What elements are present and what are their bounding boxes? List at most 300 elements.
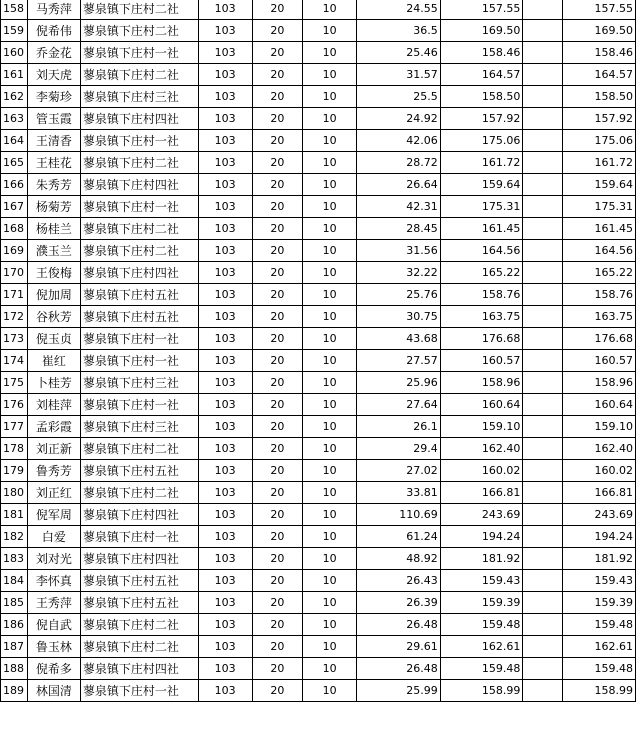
- table-row: [1, 196, 636, 218]
- name-cell: 杨菊芳: [27, 196, 80, 218]
- value-b-cell: 20: [252, 284, 303, 306]
- value-a-cell: 103: [198, 394, 252, 416]
- value-c-cell: 10: [303, 614, 357, 636]
- value-b-cell: 20: [252, 328, 303, 350]
- name-cell: 倪玉贞: [27, 328, 80, 350]
- value-a-cell: 103: [198, 306, 252, 328]
- value-a-cell: 103: [198, 42, 252, 64]
- value-a-cell: 103: [198, 438, 252, 460]
- value-c-cell: 10: [303, 658, 357, 680]
- value-c-cell: 10: [303, 482, 357, 504]
- blank-cell: [523, 328, 563, 350]
- value-b-cell: 20: [252, 350, 303, 372]
- value-d-cell: 31.57: [357, 64, 441, 86]
- value-d-cell: 28.45: [357, 218, 441, 240]
- total-cell: 158.50: [440, 86, 523, 108]
- name-cell: 倪希伟: [27, 20, 80, 42]
- final-total-cell: 165.22: [563, 262, 636, 284]
- value-d-cell: 26.64: [357, 174, 441, 196]
- address-cell: 蓼泉镇下庄村四社: [80, 174, 198, 196]
- value-a-cell: 103: [198, 548, 252, 570]
- table-row: [1, 306, 636, 328]
- final-total-cell: 161.45: [563, 218, 636, 240]
- value-d-cell: 26.1: [357, 416, 441, 438]
- address-cell: 蓼泉镇下庄村二社: [80, 0, 198, 20]
- table-row: [1, 460, 636, 482]
- value-d-cell: 25.46: [357, 42, 441, 64]
- blank-cell: [523, 680, 563, 702]
- table-row: [1, 416, 636, 438]
- value-d-cell: 24.55: [357, 0, 441, 20]
- table-row: [1, 64, 636, 86]
- value-c-cell: 10: [303, 108, 357, 130]
- name-cell: 刘正新: [27, 438, 80, 460]
- final-total-cell: 162.40: [563, 438, 636, 460]
- value-b-cell: 20: [252, 152, 303, 174]
- value-c-cell: 10: [303, 460, 357, 482]
- name-cell: 王桂花: [27, 152, 80, 174]
- table-row: [1, 328, 636, 350]
- total-cell: 243.69: [440, 504, 523, 526]
- table-row: [1, 0, 636, 20]
- total-cell: 160.02: [440, 460, 523, 482]
- blank-cell: [523, 306, 563, 328]
- value-a-cell: 103: [198, 328, 252, 350]
- final-total-cell: 158.50: [563, 86, 636, 108]
- blank-cell: [523, 64, 563, 86]
- table-row: [1, 174, 636, 196]
- table-row: [1, 42, 636, 64]
- value-d-cell: 27.64: [357, 394, 441, 416]
- value-a-cell: 103: [198, 174, 252, 196]
- value-c-cell: 10: [303, 20, 357, 42]
- blank-cell: [523, 152, 563, 174]
- total-cell: 162.61: [440, 636, 523, 658]
- value-c-cell: 10: [303, 636, 357, 658]
- value-a-cell: 103: [198, 64, 252, 86]
- blank-cell: [523, 108, 563, 130]
- final-total-cell: 161.72: [563, 152, 636, 174]
- value-a-cell: 103: [198, 218, 252, 240]
- value-c-cell: 10: [303, 306, 357, 328]
- value-c-cell: 10: [303, 350, 357, 372]
- name-cell: 崔红: [27, 350, 80, 372]
- final-total-cell: 158.96: [563, 372, 636, 394]
- value-b-cell: 20: [252, 174, 303, 196]
- value-a-cell: 103: [198, 526, 252, 548]
- value-c-cell: 10: [303, 240, 357, 262]
- name-cell: 李菊珍: [27, 86, 80, 108]
- blank-cell: [523, 592, 563, 614]
- name-cell: 鲁秀芳: [27, 460, 80, 482]
- row-number-cell: 184: [1, 570, 28, 592]
- value-c-cell: 10: [303, 174, 357, 196]
- address-cell: 蓼泉镇下庄村三社: [80, 416, 198, 438]
- final-total-cell: 157.55: [563, 0, 636, 20]
- value-d-cell: 48.92: [357, 548, 441, 570]
- value-b-cell: 20: [252, 262, 303, 284]
- table-row: [1, 20, 636, 42]
- total-cell: 158.46: [440, 42, 523, 64]
- total-cell: 161.72: [440, 152, 523, 174]
- blank-cell: [523, 372, 563, 394]
- row-number-cell: 181: [1, 504, 28, 526]
- final-total-cell: 162.61: [563, 636, 636, 658]
- name-cell: 朱秀芳: [27, 174, 80, 196]
- value-b-cell: 20: [252, 108, 303, 130]
- value-c-cell: 10: [303, 328, 357, 350]
- name-cell: 李怀真: [27, 570, 80, 592]
- row-number-cell: 163: [1, 108, 28, 130]
- address-cell: 蓼泉镇下庄村四社: [80, 504, 198, 526]
- value-b-cell: 20: [252, 614, 303, 636]
- address-cell: 蓼泉镇下庄村五社: [80, 570, 198, 592]
- table-row: [1, 658, 636, 680]
- name-cell: 管玉霞: [27, 108, 80, 130]
- total-cell: 165.22: [440, 262, 523, 284]
- value-c-cell: 10: [303, 42, 357, 64]
- name-cell: 乔金花: [27, 42, 80, 64]
- final-total-cell: 194.24: [563, 526, 636, 548]
- total-cell: 158.76: [440, 284, 523, 306]
- value-d-cell: 29.61: [357, 636, 441, 658]
- final-total-cell: 158.76: [563, 284, 636, 306]
- address-cell: 蓼泉镇下庄村二社: [80, 20, 198, 42]
- row-number-cell: 176: [1, 394, 28, 416]
- total-cell: 194.24: [440, 526, 523, 548]
- name-cell: 马秀萍: [27, 0, 80, 20]
- value-d-cell: 26.48: [357, 614, 441, 636]
- address-cell: 蓼泉镇下庄村三社: [80, 372, 198, 394]
- value-b-cell: 20: [252, 416, 303, 438]
- value-a-cell: 103: [198, 372, 252, 394]
- value-c-cell: 10: [303, 262, 357, 284]
- value-d-cell: 36.5: [357, 20, 441, 42]
- name-cell: 倪军周: [27, 504, 80, 526]
- final-total-cell: 159.48: [563, 614, 636, 636]
- blank-cell: [523, 174, 563, 196]
- final-total-cell: 160.02: [563, 460, 636, 482]
- address-cell: 蓼泉镇下庄村四社: [80, 108, 198, 130]
- total-cell: 169.50: [440, 20, 523, 42]
- final-total-cell: 181.92: [563, 548, 636, 570]
- value-c-cell: 10: [303, 438, 357, 460]
- table-row: [1, 108, 636, 130]
- address-cell: 蓼泉镇下庄村五社: [80, 306, 198, 328]
- table-row: [1, 548, 636, 570]
- name-cell: 刘对光: [27, 548, 80, 570]
- value-a-cell: 103: [198, 658, 252, 680]
- blank-cell: [523, 526, 563, 548]
- address-cell: 蓼泉镇下庄村一社: [80, 394, 198, 416]
- table-row: [1, 240, 636, 262]
- address-cell: 蓼泉镇下庄村一社: [80, 680, 198, 702]
- value-a-cell: 103: [198, 86, 252, 108]
- row-number-cell: 175: [1, 372, 28, 394]
- value-c-cell: 10: [303, 372, 357, 394]
- blank-cell: [523, 658, 563, 680]
- value-d-cell: 42.31: [357, 196, 441, 218]
- blank-cell: [523, 240, 563, 262]
- value-b-cell: 20: [252, 526, 303, 548]
- value-c-cell: 10: [303, 130, 357, 152]
- final-total-cell: 157.92: [563, 108, 636, 130]
- blank-cell: [523, 614, 563, 636]
- value-b-cell: 20: [252, 658, 303, 680]
- row-number-cell: 172: [1, 306, 28, 328]
- value-b-cell: 20: [252, 680, 303, 702]
- address-cell: 蓼泉镇下庄村五社: [80, 592, 198, 614]
- row-number-cell: 189: [1, 680, 28, 702]
- value-d-cell: 33.81: [357, 482, 441, 504]
- total-cell: 166.81: [440, 482, 523, 504]
- final-total-cell: 158.46: [563, 42, 636, 64]
- table-row: [1, 152, 636, 174]
- value-d-cell: 30.75: [357, 306, 441, 328]
- address-cell: 蓼泉镇下庄村一社: [80, 350, 198, 372]
- value-c-cell: 10: [303, 86, 357, 108]
- address-cell: 蓼泉镇下庄村一社: [80, 130, 198, 152]
- final-total-cell: 176.68: [563, 328, 636, 350]
- name-cell: 鲁玉林: [27, 636, 80, 658]
- value-d-cell: 31.56: [357, 240, 441, 262]
- table-row: [1, 592, 636, 614]
- address-cell: 蓼泉镇下庄村五社: [80, 284, 198, 306]
- blank-cell: [523, 636, 563, 658]
- blank-cell: [523, 460, 563, 482]
- value-a-cell: 103: [198, 262, 252, 284]
- value-b-cell: 20: [252, 42, 303, 64]
- total-cell: 160.64: [440, 394, 523, 416]
- blank-cell: [523, 0, 563, 20]
- final-total-cell: 175.06: [563, 130, 636, 152]
- value-d-cell: 25.76: [357, 284, 441, 306]
- row-number-cell: 160: [1, 42, 28, 64]
- value-a-cell: 103: [198, 0, 252, 20]
- table-row: [1, 504, 636, 526]
- row-number-cell: 167: [1, 196, 28, 218]
- total-cell: 159.39: [440, 592, 523, 614]
- row-number-cell: 182: [1, 526, 28, 548]
- blank-cell: [523, 570, 563, 592]
- row-number-cell: 173: [1, 328, 28, 350]
- value-a-cell: 103: [198, 570, 252, 592]
- value-b-cell: 20: [252, 372, 303, 394]
- blank-cell: [523, 394, 563, 416]
- table-row: [1, 570, 636, 592]
- address-cell: 蓼泉镇下庄村二社: [80, 240, 198, 262]
- value-b-cell: 20: [252, 20, 303, 42]
- final-total-cell: 164.56: [563, 240, 636, 262]
- blank-cell: [523, 218, 563, 240]
- value-c-cell: 10: [303, 570, 357, 592]
- row-number-cell: 171: [1, 284, 28, 306]
- total-cell: 159.64: [440, 174, 523, 196]
- blank-cell: [523, 196, 563, 218]
- address-cell: 蓼泉镇下庄村二社: [80, 614, 198, 636]
- table-body: [1, 0, 636, 702]
- total-cell: 175.31: [440, 196, 523, 218]
- row-number-cell: 178: [1, 438, 28, 460]
- value-d-cell: 25.5: [357, 86, 441, 108]
- row-number-cell: 177: [1, 416, 28, 438]
- address-cell: 蓼泉镇下庄村二社: [80, 636, 198, 658]
- name-cell: 倪希多: [27, 658, 80, 680]
- final-total-cell: 175.31: [563, 196, 636, 218]
- total-cell: 164.57: [440, 64, 523, 86]
- value-a-cell: 103: [198, 130, 252, 152]
- row-number-cell: 168: [1, 218, 28, 240]
- value-b-cell: 20: [252, 570, 303, 592]
- value-d-cell: 26.43: [357, 570, 441, 592]
- table-row: [1, 86, 636, 108]
- blank-cell: [523, 482, 563, 504]
- value-c-cell: 10: [303, 64, 357, 86]
- table-row: [1, 394, 636, 416]
- address-cell: 蓼泉镇下庄村一社: [80, 328, 198, 350]
- name-cell: 白爱: [27, 526, 80, 548]
- blank-cell: [523, 284, 563, 306]
- row-number-cell: 185: [1, 592, 28, 614]
- address-cell: 蓼泉镇下庄村四社: [80, 548, 198, 570]
- value-b-cell: 20: [252, 196, 303, 218]
- name-cell: 倪加周: [27, 284, 80, 306]
- name-cell: 谷秋芳: [27, 306, 80, 328]
- total-cell: 159.48: [440, 614, 523, 636]
- table-row: [1, 614, 636, 636]
- table-row: [1, 350, 636, 372]
- value-c-cell: 10: [303, 152, 357, 174]
- blank-cell: [523, 262, 563, 284]
- value-b-cell: 20: [252, 64, 303, 86]
- table-row: [1, 130, 636, 152]
- total-cell: 181.92: [440, 548, 523, 570]
- blank-cell: [523, 438, 563, 460]
- row-number-cell: 170: [1, 262, 28, 284]
- value-d-cell: 27.57: [357, 350, 441, 372]
- value-c-cell: 10: [303, 218, 357, 240]
- address-cell: 蓼泉镇下庄村二社: [80, 152, 198, 174]
- name-cell: 王俊梅: [27, 262, 80, 284]
- value-b-cell: 20: [252, 548, 303, 570]
- value-c-cell: 10: [303, 394, 357, 416]
- value-a-cell: 103: [198, 460, 252, 482]
- value-a-cell: 103: [198, 504, 252, 526]
- value-c-cell: 10: [303, 416, 357, 438]
- value-d-cell: 110.69: [357, 504, 441, 526]
- value-d-cell: 25.96: [357, 372, 441, 394]
- total-cell: 160.57: [440, 350, 523, 372]
- value-b-cell: 20: [252, 504, 303, 526]
- value-a-cell: 103: [198, 284, 252, 306]
- name-cell: 刘正红: [27, 482, 80, 504]
- value-b-cell: 20: [252, 394, 303, 416]
- value-c-cell: 10: [303, 284, 357, 306]
- total-cell: 176.68: [440, 328, 523, 350]
- value-c-cell: 10: [303, 592, 357, 614]
- value-d-cell: 24.92: [357, 108, 441, 130]
- table-row: [1, 636, 636, 658]
- address-cell: 蓼泉镇下庄村三社: [80, 86, 198, 108]
- blank-cell: [523, 20, 563, 42]
- value-b-cell: 20: [252, 438, 303, 460]
- blank-cell: [523, 548, 563, 570]
- final-total-cell: 160.64: [563, 394, 636, 416]
- total-cell: 157.92: [440, 108, 523, 130]
- value-a-cell: 103: [198, 108, 252, 130]
- address-cell: 蓼泉镇下庄村一社: [80, 42, 198, 64]
- final-total-cell: 159.10: [563, 416, 636, 438]
- final-total-cell: 159.48: [563, 658, 636, 680]
- value-b-cell: 20: [252, 0, 303, 20]
- value-d-cell: 32.22: [357, 262, 441, 284]
- table-row: [1, 438, 636, 460]
- table-row: [1, 262, 636, 284]
- address-cell: 蓼泉镇下庄村四社: [80, 262, 198, 284]
- final-total-cell: 159.43: [563, 570, 636, 592]
- name-cell: 刘天虎: [27, 64, 80, 86]
- value-c-cell: 10: [303, 548, 357, 570]
- address-cell: 蓼泉镇下庄村五社: [80, 460, 198, 482]
- table-row: [1, 218, 636, 240]
- value-d-cell: 61.24: [357, 526, 441, 548]
- name-cell: 王秀萍: [27, 592, 80, 614]
- value-a-cell: 103: [198, 350, 252, 372]
- final-total-cell: 243.69: [563, 504, 636, 526]
- total-cell: 159.43: [440, 570, 523, 592]
- value-a-cell: 103: [198, 636, 252, 658]
- total-cell: 159.48: [440, 658, 523, 680]
- final-total-cell: 159.64: [563, 174, 636, 196]
- address-cell: 蓼泉镇下庄村四社: [80, 658, 198, 680]
- value-d-cell: 27.02: [357, 460, 441, 482]
- table-row: [1, 680, 636, 702]
- value-d-cell: 26.48: [357, 658, 441, 680]
- value-d-cell: 26.39: [357, 592, 441, 614]
- value-a-cell: 103: [198, 152, 252, 174]
- value-c-cell: 10: [303, 0, 357, 20]
- name-cell: 濮玉兰: [27, 240, 80, 262]
- table-row: [1, 372, 636, 394]
- value-c-cell: 10: [303, 504, 357, 526]
- value-a-cell: 103: [198, 20, 252, 42]
- name-cell: 王清香: [27, 130, 80, 152]
- blank-cell: [523, 42, 563, 64]
- table-row: [1, 526, 636, 548]
- address-cell: 蓼泉镇下庄村二社: [80, 218, 198, 240]
- row-number-cell: 164: [1, 130, 28, 152]
- total-cell: 157.55: [440, 0, 523, 20]
- total-cell: 158.99: [440, 680, 523, 702]
- value-b-cell: 20: [252, 636, 303, 658]
- row-number-cell: 179: [1, 460, 28, 482]
- row-number-cell: 187: [1, 636, 28, 658]
- address-cell: 蓼泉镇下庄村一社: [80, 526, 198, 548]
- value-a-cell: 103: [198, 614, 252, 636]
- row-number-cell: 159: [1, 20, 28, 42]
- row-number-cell: 166: [1, 174, 28, 196]
- address-cell: 蓼泉镇下庄村二社: [80, 64, 198, 86]
- value-b-cell: 20: [252, 218, 303, 240]
- value-c-cell: 10: [303, 526, 357, 548]
- value-a-cell: 103: [198, 416, 252, 438]
- total-cell: 164.56: [440, 240, 523, 262]
- value-b-cell: 20: [252, 482, 303, 504]
- final-total-cell: 163.75: [563, 306, 636, 328]
- name-cell: 刘桂萍: [27, 394, 80, 416]
- total-cell: 161.45: [440, 218, 523, 240]
- value-b-cell: 20: [252, 592, 303, 614]
